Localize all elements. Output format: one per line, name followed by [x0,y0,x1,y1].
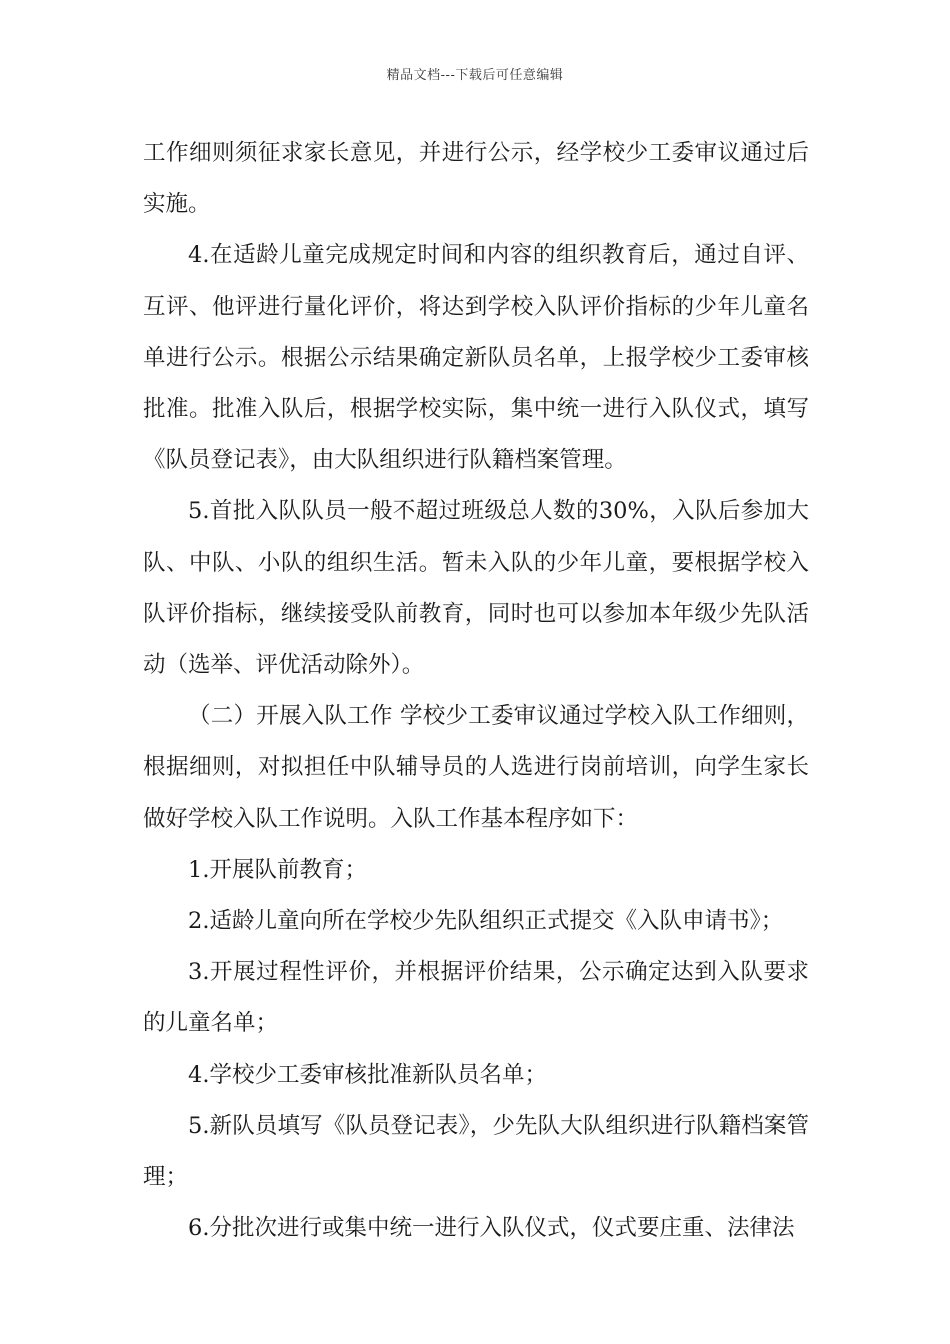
procedure-step-3: 3.开展过程性评价，并根据评价结果，公示确定达到入队要求的儿童名单； [143,959,809,1037]
procedure-step-1: 1.开展队前教育； [188,856,367,883]
paragraph-item-4-evaluation: 4.在适龄儿童完成规定时间和内容的组织教育后，通过自评、互评、他评进行量化评价，将达到学校入队评价指标的少年儿童名单进行公示。根据公示结果确定新队员名单，上报学校少工委审核批准。批准入队后，根据学校实际，集中统一进行入队仪式，填写《队员登记表》，由大队组织进行队籍档案管理。 [143,242,809,474]
paragraph-continuation: 工作细则须征求家长意见，并进行公示，经学校少工委审议通过后实施。 [143,140,809,218]
procedure-step-5: 5.新队员填写《队员登记表》，少先队大队组织进行队籍档案管理； [143,1112,809,1191]
procedure-step-2: 2.适龄儿童向所在学校少先队组织正式提交《入队申请书》； [188,908,784,935]
page-header: 精品文档---下载后可任意编辑 [386,68,564,83]
procedure-step-4: 4.学校少工委审核批准新队员名单； [188,1061,547,1088]
procedure-step-6: 6.分批次进行或集中统一进行入队仪式，仪式要庄重、法律法 [188,1215,795,1242]
paragraph-item-5-first-batch: 5.首批入队队员一般不超过班级总人数的30%，入队后参加大队、中队、小队的组织生活。暂未入队的少年儿童，要根据学校入队评价指标，继续接受队前教育，同时也可以参加本年级少先队活动（选举、评优活动除外）。 [143,498,809,679]
paragraph-section-2-heading: （二）开展入队工作 学校少工委审议通过学校入队工作细则，根据细则，对拟担任中队辅导员的人选进行岗前培训，向学生家长做好学校入队工作说明。入队工作基本程序如下： [143,703,809,832]
document-body [143,128,809,1254]
